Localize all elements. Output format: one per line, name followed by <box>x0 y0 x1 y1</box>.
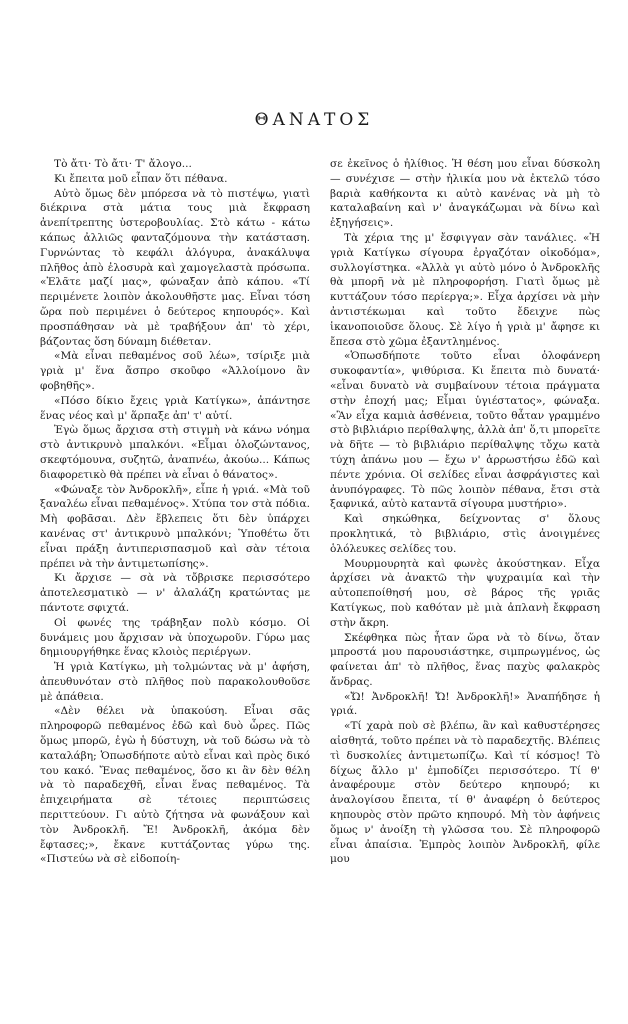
paragraph: «Δὲν θέλει νὰ ὑπακούση. Εἶναι σᾶς πληροφορῶ πεθαμένος ἐδῶ καὶ δυὸ ὧρες. Πῶς ὅμως μπορῶ, ἐγὼ ἡ δύστυχη, νὰ τοῦ δώσω νὰ τὸ καταλάβη; Ὁπωσδήποτε αὐτὸ εἶναι καὶ πρὸς δικό του κακό. Ἔνας πεθαμένος, ὅσο κι ἂν δὲν θέλη νὰ τὸ παραδεχθῆ, εἶναι ἕνας πεθαμένος. Τὰ ἐπιχειρήματα σὲ τέτοιες περιπτώσεις περιττεύουν. Γι αὐτὸ ζήτησα νὰ φωνάξουν καὶ τὸν Ἀνδροκλῆ. Ἔ! Ἀνδροκλῆ, ἀκόμα δὲν ἔφτασες;», ἔκανε κυττάζοντας γύρω της. «Πιστεύω νὰ σὲ εἰδοποίη- <box>40 705 310 866</box>
paragraph: Ἐγὼ ὅμως ἄρχισα στὴ στιγμὴ νὰ κάνω νόημα στὸ ἀντικρυνὸ μπαλκόνι. «Εἶμαι ὁλοζώντανος, σκεφτόμουνα, συζητῶ, ἀναπνέω, ἀκούω... Κάπως διαφορετικὸ θὰ πρέπει νὰ εἶναι ὁ θάνατος». <box>40 424 310 481</box>
paragraph: Αὐτὸ ὅμως δὲν μπόρεσα νὰ τὸ πιστέψω, γιατὶ διέκρινα στὰ μάτια τους μιὰ ἔκφραση ἀνεπίτρεπτης ὑστεροβουλίας. Στὸ κάτω - κάτω κάπως ἀλλιῶς φανταζόμουνα τὴν κατάσταση. Γυρνώντας τὸ κεφάλι ἀλόγυρα, ἀνακάλυψα πλῆθος ἀπὸ ἐλοσυρὰ καὶ χαμογελαστὰ πρόσωπα. «Ἐλᾶτε μαζί μας», φώναξαν ἀπὸ κάπου. «Τί περιμένετε λοιπὸν ἀκολουθῆστε μας. Εἶναι τόση ὥρα ποὺ περιμένει ὁ δεύτερος κηπουρός». Καὶ προσπάθησαν νὰ μὲ τραβήξουν ἀπ' τὸ χέρι, βάζοντας ὅση δύναμη διέθεταν. <box>40 187 310 348</box>
paragraph: Κι ἄρχισε — σὰ νὰ τὄβρισκε περισσότερο ἀποτελεσματικὸ — ν' ἀλαλάζη κρατώντας με πάντοτε σφιχτά. <box>40 572 310 614</box>
paragraph: «Τί χαρὰ ποὺ σὲ βλέπω, ἂν καὶ καθυστέρησες αἰσθητά, τοῦτο πρέπει νὰ τὸ παραδεχτῆς. Βλέπεις τὶ δυσκολίες ἀντιμετωπίζω. Καὶ τί κόσμος! Τὸ δίχως ἄλλο μ' ἐμποδίζει περισσότερο. Τί θ' ἀναφέρουμε στὸν δεύτερο κηπουρό; κι ἀναλογίσου ἔπειτα, τί θ' ἀναφέρη ὁ δεύτερος κηπουρὸς στὸν πρῶτο κηπουρό. Μὴ τὸν ἀφήνεις ὅμως ν' ἀνοίξη τὴ γλῶσσα του. Σὲ πληροφορῶ εἶναι ἀπαίσια. Ἐμπρὸς λοιπὸν Ἀνδροκλῆ, φίλε μου <box>330 720 600 866</box>
paragraph: «Ὤ! Ἀνδροκλῆ! Ὤ! Ἀνδροκλῆ!» Ἀναπήδησε ἡ γριά. <box>330 690 600 718</box>
paragraph: Τὰ χέρια της μ' ἔσφιγγαν σὰν τανάλιες. «Ἡ γριὰ Κατίγκω σίγουρα ἐργαζόταν οἰκοδόμα», συλλογίστηκα. «Ἀλλὰ γι αὐτὸ μόνο ὁ Ἀνδροκλῆς θὰ μπορῆ νὰ μὲ πληροφορήση. Γιατὶ ὅμως μὲ κυττάζουν τόσο περίεργα;». Εἶχα ἀρχίσει νὰ μὴν ἀντιστέκωμαι καὶ τοῦτο ἔδειχνε πὼς ἱκανοποιοῦσε ὅλους. Σὲ λίγο ἡ γριὰ μ' ἄφησε κι ἔπεσα στὸ χῶμα ἐξαντλημένος. <box>330 231 600 348</box>
left-column <box>40 157 310 867</box>
paragraph: Ἡ γριὰ Κατίγκω, μὴ τολμώντας νὰ μ' ἀφήση, ἀπευθυνόταν στὸ πλῆθος ποὺ παρακολουθοῦσε μὲ ἀπάθεια. <box>40 661 310 703</box>
paragraph: «Πόσο δίκιο ἔχεις γριὰ Κατίγκω», ἀπάντησε ἕνας νέος καὶ μ' ἅρπαξε ἀπ' τ' αὐτί. <box>40 394 310 422</box>
paragraph: Μουρμουρητὰ καὶ φωνὲς ἀκούστηκαν. Εἶχα ἀρχίσει νὰ ἀνακτῶ τὴν ψυχραιμία καὶ τὴν αὐτοπεποίθησή μου, σὲ βάρος τῆς γριᾶς Κατίγκως, ποὺ καθόταν μὲ μιὰ ἀπλανὴ ἔκφραση στὴν ἄκρη. <box>330 557 600 629</box>
paragraph: Οἱ φωνές της τράβηξαν πολὺ κόσμο. Οἱ δυνάμεις μου ἄρχισαν νὰ ὑποχωροῦν. Γύρω μας δημιουργήθηκε ἕνας κλοιὸς περιέργων. <box>40 616 310 659</box>
paragraph: «Μὰ εἶναι πεθαμένος σοῦ λέω», τσίριξε μιὰ γριὰ μ' ἕνα ἄσπρο σκοῦφο «Ἀλλοίμονο ἂν φοβηθῆς». <box>40 350 310 392</box>
paragraph: «Φώναξε τὸν Ἀνδροκλῆ», εἶπε ἡ γριά. «Μὰ τοῦ ξαναλέω εἶναι πεθαμένος». Χτύπα τον στὰ πόδια. Μὴ φοβᾶσαι. Δὲν ἔβλεπεις ὅτι δὲν ὑπάρχει κανένας στ' ἀντικρυνὸ μπαλκόνι; Ὑποθέτω ὅτι εἶναι πράξη ἀντιπερισπασμοῦ καὶ σὰν τέτοια πρέπει νὰ τὴν ἀντιμετωπίσης». <box>40 483 310 570</box>
right-column <box>330 157 600 867</box>
page-title: ΘΑΝΑΤΟΣ <box>254 110 374 130</box>
paragraph: σε ἐκεῖνος ὁ ἠλίθιος. Ἡ θέση μου εἶναι δύσκολη — συνέχισε — στὴν ἡλικία μου νὰ ἐκτελῶ τόσο βαριὰ καθήκοντα κι αὐτὸ κανένας νὰ μὴ τὸ καταλαβαίνη καὶ ν' ἀναγκάζωμαι νὰ δίνω καὶ ἐξηγήσεις». <box>330 158 600 230</box>
paragraph: Σκέφθηκα πὼς ἦταν ὥρα νὰ τὸ δίνω, ὅταν μπροστά μου παρουσιάστηκε, σιμπρωγμένος, ὡς φαίνεται ἀπ' τὸ πλῆθος, ἕνας παχὺς φαλακρὸς ἄνδρας. <box>330 631 600 688</box>
paragraph: Κι ἔπειτα μοῦ εἶπαν ὅτι πέθανα. <box>54 172 228 185</box>
paragraph: Τὸ ἄτι· Τὸ ἄτι· Τ' ἄλογο... <box>54 158 192 170</box>
paragraph: Καὶ σηκώθηκα, δείχνοντας σ' ὅλους προκλητικά, τὸ βιβλιάριο, στὶς ἀνοιγμένες ὁλόλευκες σελίδες του. <box>330 513 600 555</box>
paragraph: «Ὁπωσδήποτε τοῦτο εἶναι ὁλοφάνερη συκοφαντία», ψιθύρισα. Κι ἔπειτα πιὸ δυνατά· «εἶναι δυνατὸ νὰ συμβαίνουν τέτοια πράγματα στὴν ἐποχή μας; Εἶμαι ὑγιέστατος», φώναξα. «Ἂν εἶχα καμιὰ ἀσθένεια, τοῦτο θἆταν γραμμένο στὸ βιβλιάριο περίθαλψης, ἀλλὰ ἀπ' ὅ,τι μπορεῖτε νὰ δῆτε — τὸ βιβλιάριο περίθαλψης τὄχω κατὰ τύχη ἀπάνω μου — ἔχω ν' ἀρρωστήσω ἐδῶ καὶ πέντε χρόνια. Οἱ σελίδες εἶναι ἀσφράγιστες καὶ ἀνυπόγραφες. Τὸ πῶς λοιπὸν πέθανα, ἔτσι στὰ ξαφνικά, αὐτὸ καταντᾶ σίγουρα μυστήριο». <box>330 350 600 511</box>
